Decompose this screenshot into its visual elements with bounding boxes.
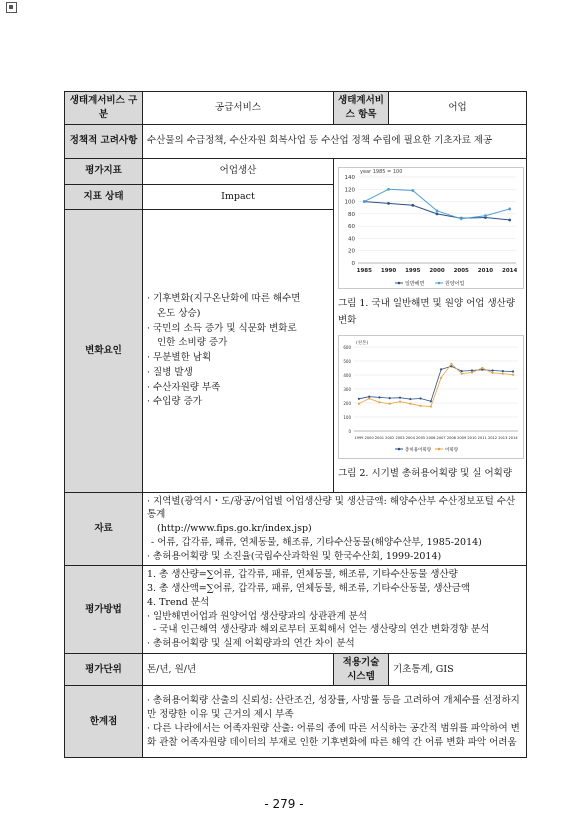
x-tick-label: 2000 (364, 436, 374, 441)
x-tick-label: 1990 (380, 268, 397, 275)
data-point (508, 208, 511, 211)
data-point (430, 401, 432, 403)
header-indicator: 평가지표 (65, 158, 143, 184)
data-point (512, 371, 514, 373)
x-tick-label: 2001 (374, 436, 385, 441)
data-point (378, 402, 380, 404)
figure2-caption: 그림 2. 시기별 총허용어획량 및 실 어획량 (338, 468, 513, 480)
data-point (411, 204, 414, 207)
data-point (387, 188, 390, 191)
x-tick-label: 2004 (405, 436, 415, 441)
header-unit: 평가단위 (65, 653, 143, 686)
y-axis-unit: (천톤) (356, 341, 369, 347)
method-line: · 일반해면어업과 원양어업 생산량과의 상관관계 분석 (147, 610, 368, 622)
method-line: 4. Trend 분석 (147, 596, 210, 608)
header-policy: 정책적 고려사항 (65, 124, 143, 158)
source-line: · 지역별(광역시・도/광공/어업별 어업생산량 및 생산금액: 해양수산부 수산정보포털 수산통계 (147, 495, 516, 521)
x-tick-label: 2010 (467, 436, 477, 441)
data-point (436, 210, 439, 213)
y-tick-label: 120 (344, 187, 355, 194)
value-policy: 수산물의 수급정책, 수산자원 회복사업 등 수산업 정책 수립에 필요한 기초자료 제공 (143, 124, 527, 158)
y-tick-label: 500 (343, 359, 351, 365)
header-change-factors: 변화요인 (65, 209, 143, 492)
data-point (460, 218, 463, 221)
data-point (471, 370, 473, 372)
data-point (358, 403, 360, 405)
data-point (358, 398, 360, 400)
data-point (450, 366, 452, 368)
data-point (409, 398, 411, 400)
evaluation-table (64, 91, 527, 758)
header-tech-system: 적용기술 시스템 (334, 653, 389, 686)
value-service-item: 어업 (389, 92, 527, 125)
chart-tac-catch (338, 335, 524, 459)
method-line: 3. 총 생산액=∑어류, 갑각류, 패류, 연체동물, 해조류, 기타수산동물, 생산금액 (147, 583, 471, 595)
y-tick-label: 140 (344, 175, 355, 182)
method-line: - 국내 인근해역 생산량과 해외로부터 포획해서 얻는 생산량의 연간 변화경향 분석 (153, 624, 490, 636)
data-point (471, 372, 473, 374)
data-point (508, 219, 511, 222)
legend-label: 일반해면 (405, 281, 425, 288)
x-tick-label: 2002 (385, 436, 395, 441)
x-tick-label: 2012 (487, 436, 498, 441)
source-line: - 어류, 갑각류, 패류, 연체동물, 해조류, 기타수산동물(해양수산부, 1985-2014) (151, 536, 482, 548)
header-indicator-state: 지표 상태 (65, 184, 143, 209)
y-tick-label: 300 (343, 387, 351, 393)
legend-marker (398, 282, 401, 285)
y-tick-label: 0 (351, 261, 355, 268)
value-indicator: 어업생산 (143, 158, 334, 184)
header-method: 평가방법 (65, 566, 143, 654)
factor-line: · 기후변화(지구온난화에 따른 해수면 (147, 292, 301, 304)
data-point (399, 397, 401, 399)
source-url: (http://www.fips.go.kr/index.jsp) (157, 523, 312, 535)
value-indicator-state: Impact (143, 184, 334, 209)
data-point (461, 370, 463, 372)
data-point (491, 372, 493, 374)
x-tick-label: 2000 (429, 268, 445, 275)
legend-marker (438, 448, 441, 451)
header-service-type: 생태계서비스 구분 (65, 92, 143, 125)
data-point (409, 403, 411, 405)
header-data-source: 자료 (65, 492, 143, 566)
legend-label: 어획량 (445, 448, 459, 454)
page-number: - 279 - (264, 797, 304, 811)
data-point (389, 403, 391, 405)
y-tick-label: 0 (348, 429, 351, 435)
data-point (368, 398, 370, 400)
data-point (363, 200, 366, 203)
header-limitations: 한계점 (65, 686, 143, 758)
data-point (440, 377, 442, 379)
x-tick-label: 1995 (405, 268, 421, 275)
data-point (419, 398, 421, 400)
data-point (419, 405, 421, 407)
y-tick-label: 40 (348, 236, 355, 243)
y-tick-label: 60 (348, 224, 355, 231)
x-tick-label: 1999 (354, 436, 364, 441)
limitation-line: · 총허용어획량 산출의 신뢰성: 산란조건, 성장률, 사망률 등을 고려하여 개체수를 선정하지만 정량한 이유 및 근거의 제시 부족 (147, 695, 520, 721)
legend-marker (398, 448, 401, 451)
data-point (378, 397, 380, 399)
x-tick-label: 2014 (502, 268, 518, 275)
change-factors-list (143, 209, 334, 492)
factor-line: 온도 상승) (157, 307, 201, 319)
x-tick-label: 2011 (477, 436, 487, 441)
data-point (387, 202, 390, 205)
figures-cell (334, 158, 527, 492)
data-point (461, 373, 463, 375)
data-point (491, 370, 493, 372)
figure1-caption: 그림 1. 국내 일반해면 및 원양 어업 생산량 변화 (338, 298, 516, 326)
source-line: · 총허용어획량 및 소진율(국립수산과학원 및 한국수산회, 1999-2014) (147, 550, 442, 562)
x-tick-label: 2014 (508, 436, 518, 441)
value-tech-system: 기초통계, GIS (389, 653, 527, 686)
x-tick-label: 2003 (395, 436, 405, 441)
chart-note: year 1985 = 100 (360, 169, 403, 176)
factor-line: · 질병 발생 (147, 366, 193, 378)
method-line: 1. 총 생산량=∑어류, 갑각류, 패류, 연체동물, 해조류, 기타수산동물 생산량 (147, 569, 458, 581)
legend-label: 총허용어획량 (405, 448, 432, 454)
x-tick-label: 1985 (356, 268, 372, 275)
data-point (430, 406, 432, 408)
data-point (389, 397, 391, 399)
data-point (411, 189, 414, 192)
factor-line: · 수입량 증가 (147, 396, 202, 408)
factor-line: · 국민의 소득 증가 및 식문화 변화로 (147, 322, 297, 334)
corner-mark-inner (9, 5, 13, 9)
x-tick-label: 2005 (453, 268, 469, 275)
data-point (399, 401, 401, 403)
limitation-line: · 다른 나라에서는 어족자원량 산출: 어류의 종에 따른 서식하는 공간적 범위를 파악하여 변화 관찰 어족자원량 데이터의 부재로 인한 기후변화에 따른 해역 간 어류 변화 파악 어려움 (147, 722, 520, 748)
chart-fishery-production (338, 167, 524, 289)
data-point (450, 363, 452, 365)
x-tick-label: 2006 (426, 436, 436, 441)
factor-line: 인한 소비량 증가 (157, 337, 228, 349)
y-tick-label: 600 (343, 345, 351, 351)
value-unit: 톤/년, 원/년 (143, 653, 334, 686)
y-tick-label: 100 (343, 415, 351, 421)
x-tick-label: 2010 (477, 268, 494, 275)
data-source-list (143, 492, 527, 566)
x-tick-label: 2008 (446, 436, 456, 441)
y-tick-label: 200 (343, 401, 351, 407)
data-point (484, 215, 487, 218)
x-tick-label: 2009 (457, 436, 467, 441)
data-point (502, 370, 504, 372)
header-service-item: 생태계서비스 항목 (334, 92, 389, 125)
data-point (440, 369, 442, 371)
factor-line: · 수산자원량 부족 (147, 381, 221, 393)
data-point (436, 213, 439, 216)
value-service-type: 공급서비스 (143, 92, 334, 125)
y-tick-label: 80 (348, 212, 355, 219)
data-point (512, 374, 514, 376)
method-list (143, 566, 527, 654)
y-tick-label: 100 (344, 199, 355, 206)
limitations-list (143, 686, 527, 758)
y-tick-label: 20 (348, 249, 355, 256)
x-tick-label: 2007 (436, 436, 446, 441)
legend-marker (438, 282, 441, 285)
x-tick-label: 2013 (498, 436, 508, 441)
y-tick-label: 400 (343, 373, 351, 379)
data-point (502, 373, 504, 375)
x-tick-label: 2005 (416, 436, 426, 441)
data-point (481, 367, 483, 369)
method-line: · 총허용어획량 및 실제 어획량과의 연간 차이 분석 (147, 638, 355, 650)
legend-label: 원양어업 (445, 281, 465, 288)
factor-line: · 무분별한 남획 (147, 352, 212, 364)
